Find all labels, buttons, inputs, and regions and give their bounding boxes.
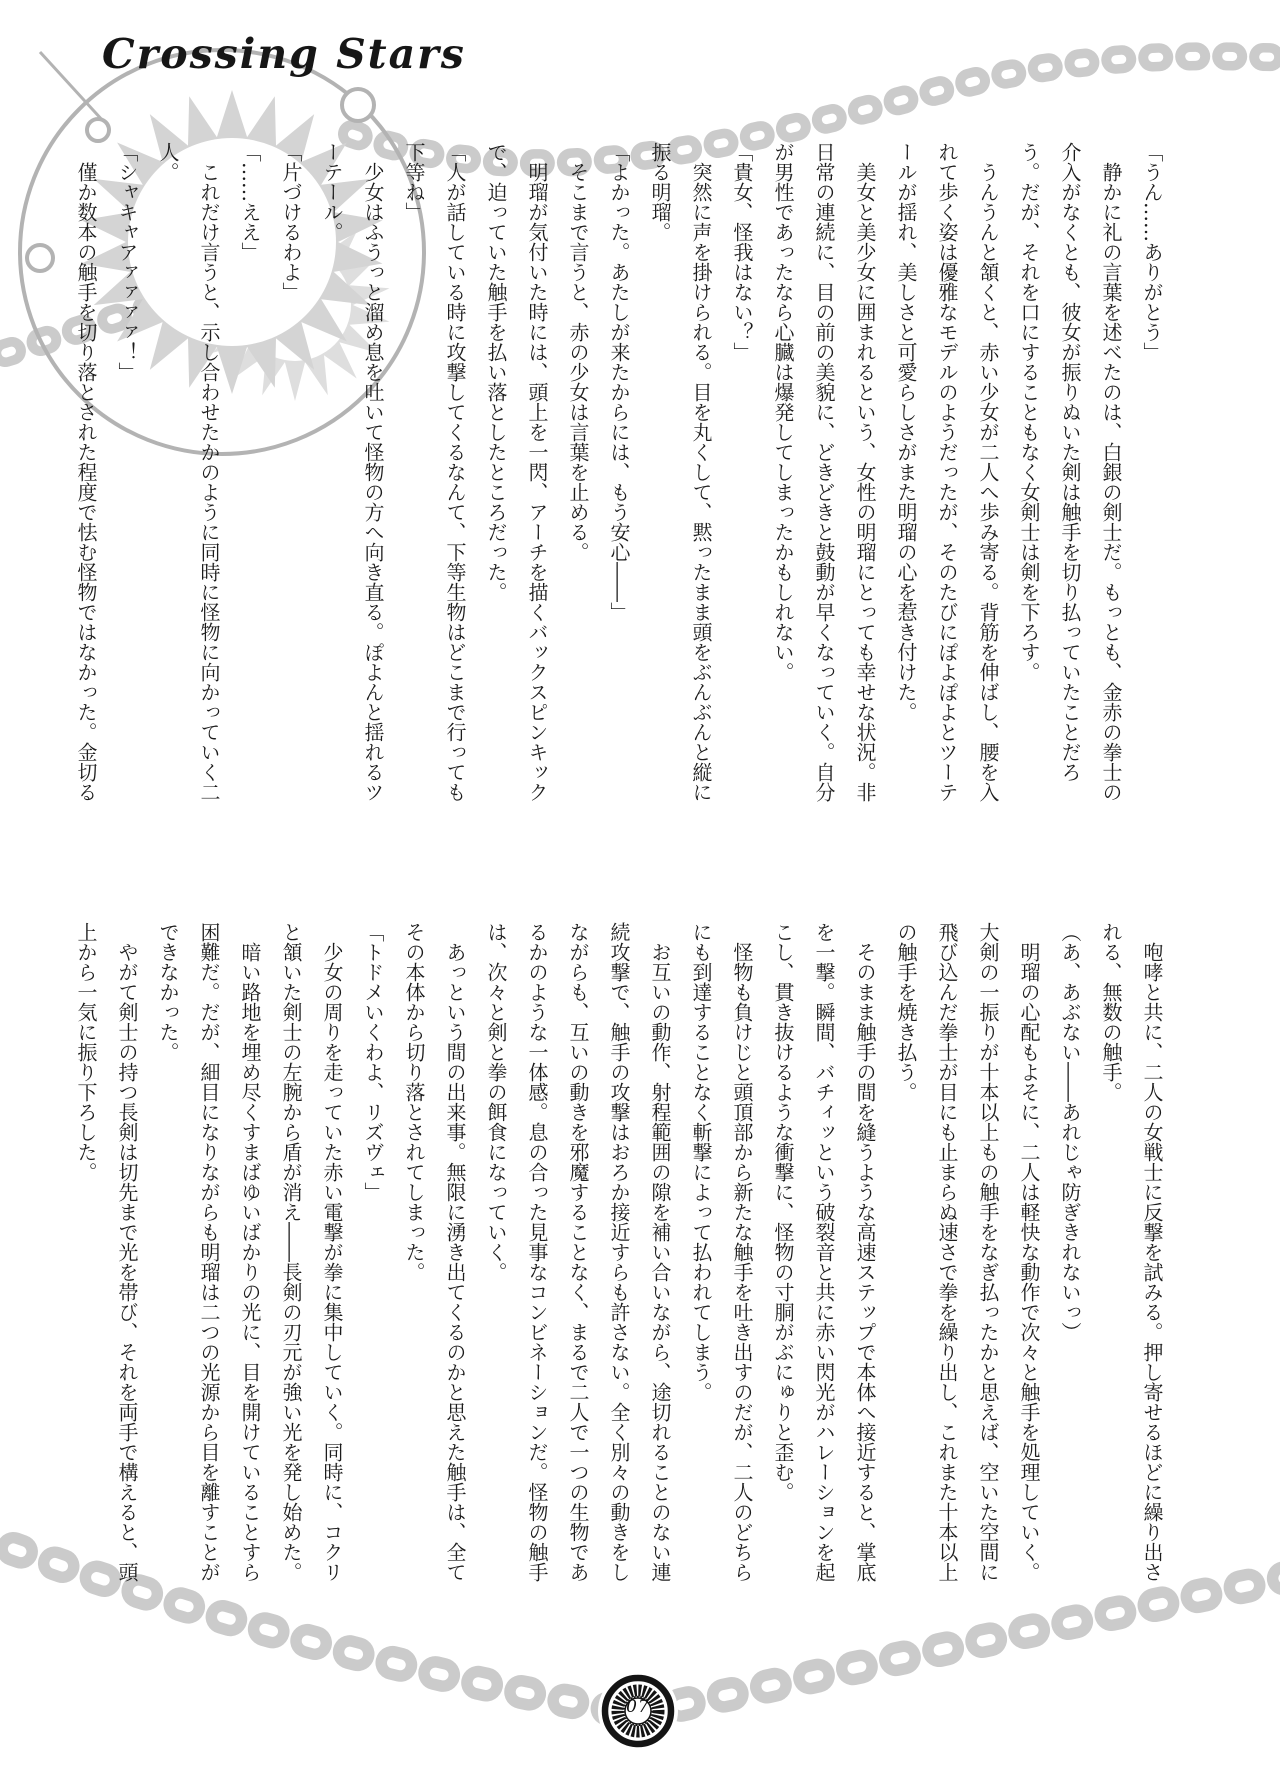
paragraph: うんうんと頷くと、赤い少女が二人へ歩み寄る。背筋を伸ばし、腰を入れて歩く姿は優雅なモデルのようだったが、そのたびにぽよぽよとツーテールが揺れ、美しさと可愛らしさがまた明瑠の心を惹き付けた。 [894,142,1000,802]
paragraph: 「……ええ」 [238,142,262,262]
paragraph: 僅か数本の触手を切り落とされた程度で怯む怪物ではなかった。金切る [74,162,98,802]
paragraph: 明瑠が気付いた時には、頭上を一閃、アーチを描くバックスピンキックで、迫っていた触手を払い落としたところだった。 [484,142,549,802]
paragraph: そのまま触手の間を縫うような高速ステップで本体へ接近すると、掌底を一撃。瞬間、バチィッという破裂音と共に赤い閃光がハレーションを起こし、貫き抜けるような衝撃に、怪物の寸胴がぶにゅりと歪む。 [771,922,877,1582]
paragraph: これだけ言うと、示し合わせたかのように同時に怪物に向かっていく二人。 [156,142,221,802]
paragraph: 少女の周りを走っていた赤い電撃が拳に集中していく。同時に、コクリと頷いた剣士の左腕から盾が消え――長剣の刃元が強い光を発し始めた。 [279,922,344,1582]
paragraph: 明瑠の心配もよそに、二人は軽快な動作で次々と触手を処理していく。大剣の一振りが十本以上もの触手をなぎ払ったかと思えば、空いた空間に飛び込んだ拳士が目にも止まらぬ速さで拳を繰り出し、これまた十本以上の触手を焼き払う。 [894,922,1041,1582]
paragraph: お互いの動作、射程範囲の隙を補い合いながら、途切れることのない連続攻撃で、触手の攻撃はおろか接近すらも許さない。全く別々の動きをしながらも、互いの動きを邪魔することなく、まるで二人で一つの生物であるかのような一体感。息の合った見事なコンビネーションだ。怪物の触手は、次々と剣と拳の餌食になっていく。 [484,922,672,1582]
paragraph: 「人が話している時に攻撃してくるなんて、下等生物はどこまで行っても下等ね」 [402,142,467,802]
page-title: Crossing Stars [102,30,466,78]
paragraph: 「よかった。あたしが来たからには、もう安心――」 [607,142,631,622]
paragraph: 怪物も負けじと頭頂部から新たな触手を吐き出すのだが、二人のどちらにも到達することなく斬撃によって払われてしまう。 [689,922,754,1582]
page-number: 07 [626,1697,650,1717]
paragraph: 「トドメいくわよ、リズヴェ」 [361,922,385,1202]
paragraph: そこまで言うと、赤の少女は言葉を止める。 [566,162,590,562]
orbit-node-icon [87,119,109,141]
paragraph: 「シャキャアァァァァ！」 [115,142,139,382]
paragraph: やがて剣士の持つ長剣は切先まで光を帯び、それを両手で構えると、頭上から一気に振り下ろした。 [74,922,139,1582]
paragraph: 少女はふうっと溜め息を吐いて怪物の方へ向き直る。ぽよんと揺れるツーテール。 [320,142,385,802]
paragraph: 「片づけるわよ」 [279,142,303,302]
paragraph: （あ、あぶない――あれじゃ防ぎきれないっ） [1058,922,1082,1342]
paragraph: あっという間の出来事。無限に湧き出てくるのかと思えた触手は、全てその本体から切り落とされてしまった。 [402,922,467,1582]
paragraph: 咆哮と共に、二人の女戦士に反撃を試みる。押し寄せるほどに繰り出される、無数の触手。 [1099,922,1164,1582]
text-column-block-lower [42,922,1172,1584]
paragraph: 静かに礼の言葉を述べたのは、白銀の剣士だ。もっとも、金赤の拳士の介入がなくとも、彼女が振りぬいた剣は触手を切り払っていたことだろう。だが、それを口にすることもなく女剣士は剣を下ろす。 [1017,142,1123,802]
paragraph: 美女と美少女に囲まれるという、女性の明瑠にとっても幸せな状況。非日常の連続に、目の前の美貌に、どきどきと鼓動が早くなっていく。自分が男性であったなら心臓は爆発してしまったかもしれない。 [771,142,877,802]
orbit-tick-icon [40,52,104,122]
paragraph: 突然に声を掛けられる。目を丸くして、黙ったまま頭をぶんぶんと縦に振る明瑠。 [648,142,713,802]
orbit-node-icon [342,89,374,121]
paragraph: 暗い路地を埋め尽くすまばゆいばかりの光に、目を開けていることすら困難だ。だが、細目になりながらも明瑠は二つの光源から目を離すことができなかった。 [156,922,262,1582]
paragraph: 「うん……ありがとう」 [1140,142,1164,362]
paragraph: 「貴女、怪我はない？」 [730,142,754,362]
text-column-block-upper [42,142,1172,804]
